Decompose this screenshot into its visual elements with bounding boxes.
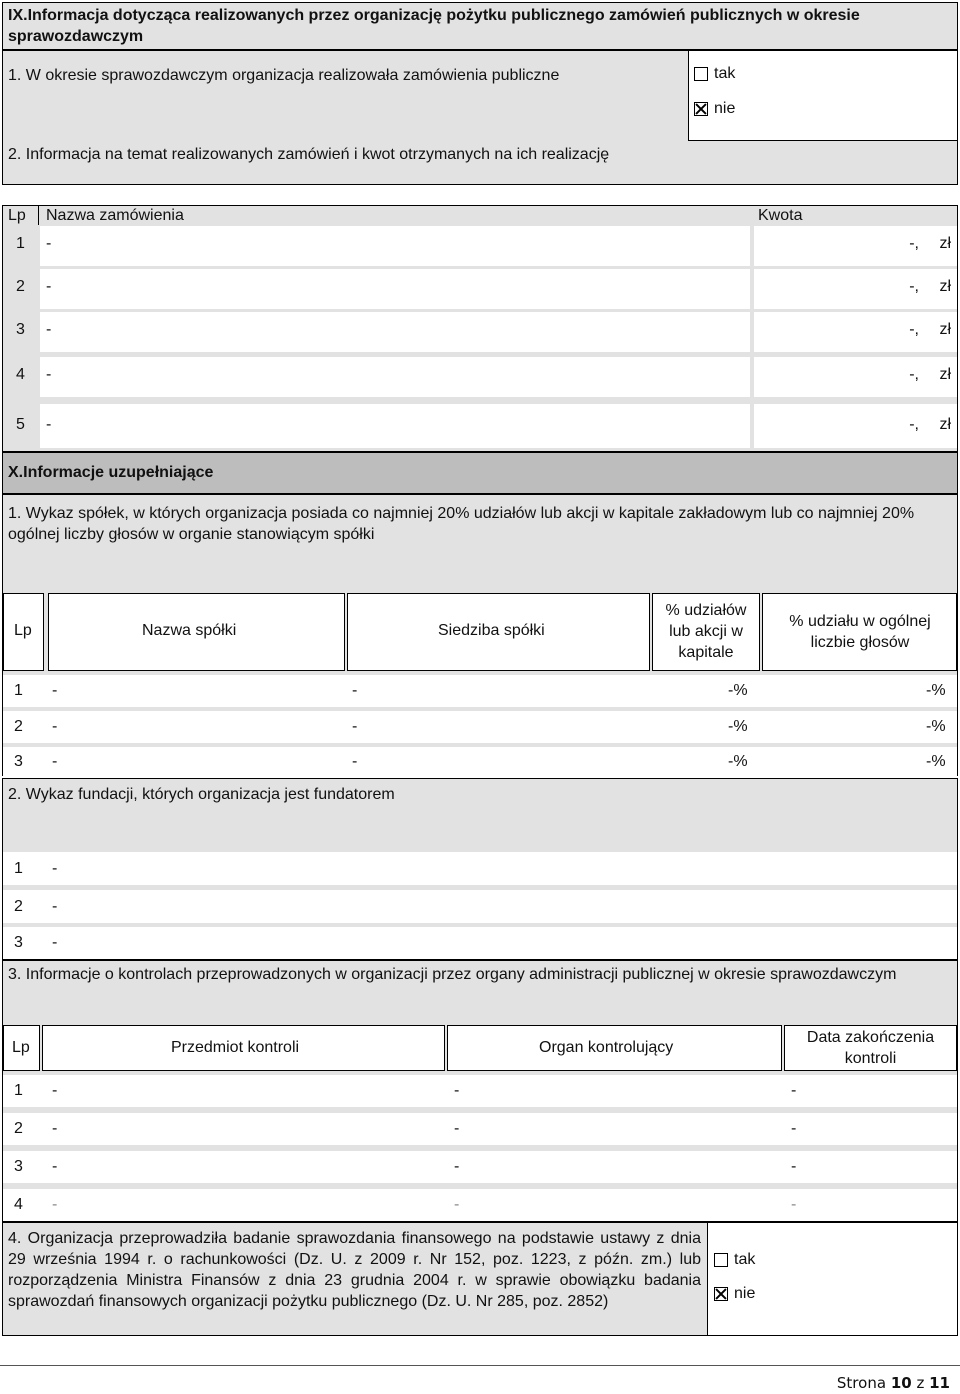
order-currency: zł [939,235,951,252]
audit-option-nie[interactable] [714,1284,755,1304]
order-currency: zł [939,416,951,433]
company-row-2[interactable] [3,711,957,743]
order-amount-cell[interactable] [754,312,957,352]
row-lp: 2 [14,718,23,735]
company-votes: -% [926,718,946,735]
audit-question: 4. Organizacja przeprowadziła badanie sprawozdania finansowego na podstawie ustawy z dnia 29 września 1994 r. o rachunkowości (Dz. U. z 2009 r. Nr 152, poz. 1223, z późn. zm.) lub rozporządzenia Ministra Finansów z dnia 23 grudnia 2004 r. w sprawie obowiązku badania sprawozdań finansowych organizacji pożytku publicznego (Dz. U. Nr 285, poz. 2852) [8,1230,701,1310]
controls-col-subject: Przedmiot kontroli [171,1039,300,1056]
order-name-cell[interactable] [40,357,750,397]
orders-row-4 [2,357,958,397]
row-lp: 1 [14,860,23,877]
row-lp: 5 [16,416,25,433]
foundation-name: - [52,860,58,877]
question-2-text: 2. Informacja na temat realizowanych zamówień i kwot otrzymanych na ich realizację [8,146,610,163]
controls-col-lp: Lp [12,1039,30,1056]
control-date: - [791,1082,797,1099]
company-row-1[interactable] [3,675,957,707]
order-amount: -, [909,366,919,383]
row-lp: 2 [14,898,23,915]
company-seat: - [352,718,358,735]
control-row-2[interactable] [3,1113,957,1145]
row-lp: 3 [14,934,23,951]
option-nie[interactable] [694,99,735,119]
companies-col-votes: % udziału w ogólnej liczbie głosów [789,613,931,651]
order-amount: -, [909,321,919,338]
audit-answer-box [707,1223,957,1335]
company-seat: - [352,682,358,699]
foundation-name: - [52,934,58,951]
foundations-question: 2. Wykaz fundacji, których organizacja jest fundatorem [8,786,395,803]
audit-label-tak: tak [734,1251,756,1268]
order-amount-cell[interactable] [754,357,957,397]
control-row-4[interactable] [3,1189,957,1221]
orders-col-amount: Kwota [758,207,803,224]
footer-rule [0,1365,960,1366]
order-amount-cell[interactable] [754,226,957,266]
orders-row-3 [2,312,958,352]
orders-col-lp: Lp [8,207,26,224]
order-name: - [46,366,52,383]
order-amount: -, [909,235,919,252]
row-lp: 3 [14,1158,23,1175]
label-nie: nie [714,100,736,117]
foundation-row-1[interactable] [3,852,957,885]
control-organ: - [454,1196,460,1213]
foundation-name: - [52,898,58,915]
order-name-cell[interactable] [40,404,750,448]
control-date: - [791,1196,797,1213]
company-name: - [52,753,58,770]
company-row-3[interactable] [3,747,957,777]
row-lp: 4 [16,366,25,383]
order-name: - [46,278,52,295]
companies-col-shares: % udziałów lub akcji w kapitale [665,602,747,661]
control-organ: - [454,1082,460,1099]
orders-row-2 [2,269,958,309]
order-name: - [46,235,52,252]
row-lp: 2 [14,1120,23,1137]
control-subject: - [52,1196,58,1213]
control-organ: - [454,1158,460,1175]
audit-option-tak[interactable] [714,1250,755,1270]
orders-col-divider [38,205,39,225]
order-currency: zł [939,278,951,295]
foundation-row-3[interactable] [3,927,957,959]
order-name: - [46,321,52,338]
order-name-cell[interactable] [40,226,750,266]
row-lp: 2 [16,278,25,295]
company-shares: -% [728,753,748,770]
controls-col-date: Data zakończenia kontroli [806,1029,935,1067]
company-name: - [52,718,58,735]
audit-checkbox-nie-checked[interactable] [714,1287,728,1301]
page-number: 10 [890,1374,912,1392]
foundation-row-2[interactable] [3,890,957,923]
company-seat: - [352,753,358,770]
row-lp: 1 [16,235,25,252]
checkbox-nie-checked[interactable] [694,102,708,116]
audit-checkbox-tak[interactable] [714,1253,728,1267]
row-lp: 1 [14,682,23,699]
companies-question: 1. Wykaz spółek, w których organizacja posiada co najmniej 20% udziałów lub akcji w kapitale zakładowym lub co najmniej 20% ogólnej liczby głosów w organie stanowiącym spółki [8,505,915,543]
control-date: - [791,1120,797,1137]
control-organ: - [454,1120,460,1137]
row-lp: 3 [14,753,23,770]
company-name: - [52,682,58,699]
companies-col-lp: Lp [14,622,32,639]
orders-row-5 [2,404,958,448]
row-lp: 3 [16,321,25,338]
orders-row-1 [2,226,958,266]
order-amount: -, [909,278,919,295]
controls-question: 3. Informacje o kontrolach przeprowadzonych w organizacji przez organy administracji publicznej w okresie sprawozdawczym [8,966,897,983]
order-name-cell[interactable] [40,312,750,352]
control-row-1[interactable] [3,1075,957,1107]
company-votes: -% [926,682,946,699]
order-amount: -, [909,416,919,433]
label-tak: tak [714,65,736,82]
audit-label-nie: nie [734,1285,756,1302]
orders-col-name: Nazwa zamówienia [46,207,184,224]
section-ix-title: IX.Informacja dotycząca realizowanych przez organizację pożytku publicznego zamówień publicznych w okresie sprawozdawczym [8,7,860,45]
section-x-title: X.Informacje uzupełniające [8,464,214,481]
page-total: 11 [929,1374,950,1392]
company-votes: -% [926,753,946,770]
company-shares: -% [728,718,748,735]
controls-col-organ: Organ kontrolujący [539,1039,674,1056]
page-of-label: z [916,1374,925,1392]
companies-col-seat: Siedziba spółki [438,622,545,639]
option-tak[interactable] [694,64,735,84]
page-label: Strona [836,1374,887,1392]
question-1-text: 1. W okresie sprawozdawczym organizacja realizowała zamówienia publiczne [8,67,560,84]
companies-col-name: Nazwa spółki [142,622,237,639]
order-name-cell[interactable] [40,269,750,309]
control-subject: - [52,1120,58,1137]
control-date: - [791,1158,797,1175]
company-shares: -% [728,682,748,699]
page-indicator [837,1373,950,1393]
row-lp: 1 [14,1082,23,1099]
order-currency: zł [939,321,951,338]
order-currency: zł [939,366,951,383]
control-subject: - [52,1082,58,1099]
control-subject: - [52,1158,58,1175]
control-row-3[interactable] [3,1151,957,1183]
row-lp: 4 [14,1196,23,1213]
order-name: - [46,416,52,433]
checkbox-tak[interactable] [694,67,708,81]
order-amount-cell[interactable] [754,269,957,309]
order-amount-cell[interactable] [754,404,957,448]
